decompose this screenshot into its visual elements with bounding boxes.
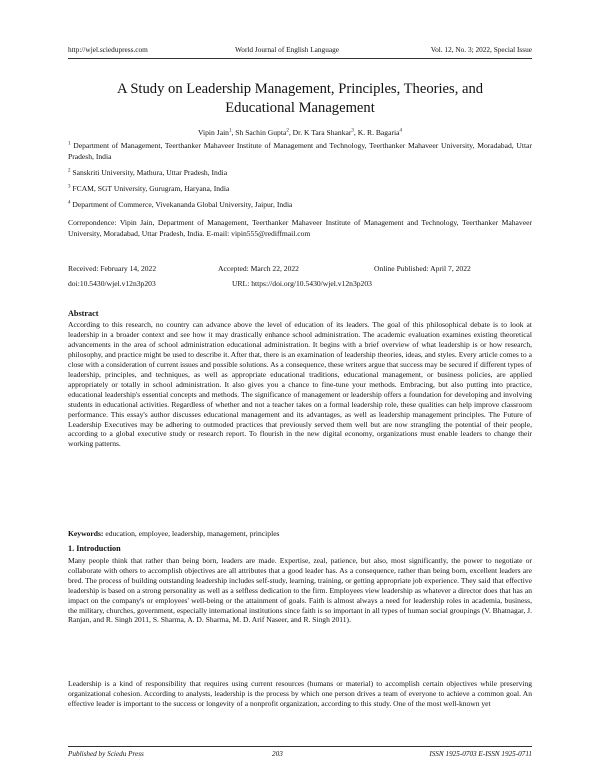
page-number: 203 [272, 750, 283, 758]
received-date: Received: February 14, 2022 [68, 264, 157, 273]
running-header [68, 45, 532, 57]
author-name: Sh Sachin Gupta [235, 128, 287, 137]
accepted-date: Accepted: March 22, 2022 [218, 264, 299, 273]
paragraph: Many people think that rather than being born, leaders are made. Expertise, zeal, patience, but also, most significantly, the power to negotiate or collaborate with others to accomplish objectives are all attributes that a good leader has. As a consequence, rather than being born, excellent leaders are bred. The process of building outstanding leadership includes self-study, learning, training, or getting appropriate job experience. They said that effective leadership is based on a strong personality as well as a selfless dedication to the firm. Employees view leadership as whatever a director does that has an impact on the company's or employees' well-being or the attainment of goals. Faith is almost always a need for leadership roles in academia, business, the military, churches, government, especially international institutions since faith is so important in all types of human social groupings (V. Bhatnagar, J. Ranjan, and R. Singh 2011, S. Sharma, A. D. Sharma, M. D. Arif Naseer, and R. Singh 2011). [68, 556, 532, 625]
author-name: Dr. K Tara Shankar [292, 128, 352, 137]
footer-rule [68, 746, 532, 747]
online-date: Online Published: April 7, 2022 [374, 264, 471, 273]
affiliation-sup: 3 [68, 184, 71, 190]
title-line-2: Educational Management [225, 100, 375, 116]
abstract-body: According to this research, no country can advance above the level of education of its leaders. The goal of this philosophical debate is to look at leadership in a broader context and see how it may drastically enhance school administration. The academic evaluation examines existing theoretical advancements in the area of school administration educational administration. It begins with a brief overview of what leadership is or how research, philosophy, and practice might be used to describe it. After that, there is an examination of leadership theories, ideas, and styles. Every article comes to a close with a consideration of current issues and possible solutions. As a consequence, these writers argue that success may be secured if different types of leadership, principles, and techniques, as well as appropriate educational traditions, educational management, or business policies, are applied appropriately or totally in school administration. It also gives you a chance to fine-tune your methods. Embracing, but also putting into practice, educational leadership's essential concepts and methods. The significance of management or leadership offers a foundation for developing and involving students in educational activities. Regardless of whether and not a teacher takes on a formal leadership role, these qualities can help improve classroom performance. This essay's author discusses educational management and its advantages, as well as leadership management principles. The Future of Leadership Executives may be adhering to outmoded practices that previously served them well but are now strangling the potential of their people, according to a global executive study or research report. To flourish in the new digital economy, organizations must enable leaders to change their working patterns. [68, 320, 532, 449]
author-sup: 1 [228, 128, 232, 134]
author-sup: 3 [351, 128, 354, 134]
header-rule [68, 58, 532, 59]
publisher: Published by Sciedu Press [68, 750, 144, 758]
affiliation-1 [68, 141, 532, 163]
affiliation-text: FCAM, SGT University, Gurugram, Haryana, India [72, 184, 230, 193]
paper-title [68, 80, 532, 118]
paragraph: Leadership is a kind of responsibility that requires using current resources (humans or material) to accomplish certain objectives while preserving organizational cohesion. According to analysts, leadership is the process by which one person drives a team of everyone to achieve a common goal. An effective leader is important to the success or longevity of a nonprofit organization, according to this study. One of the most well-known yet [68, 679, 532, 708]
running-footer [68, 750, 532, 760]
affiliation-2 [68, 168, 532, 179]
title-line-1: A Study on Leadership Management, Principles, Theories, and [116, 81, 484, 97]
doi-url[interactable]: URL: https://doi.org/10.5430/wjel.v12n3p203 [232, 279, 372, 288]
affiliation-3 [68, 184, 532, 195]
affiliation-sup: 1 [68, 141, 71, 147]
affiliation-text: Department of Management, Teerthanker Mahaveer Institute of Management and Technology, Teerthanker Mahaveer University, Moradabad, Uttar Pradesh, India [68, 141, 532, 161]
correspondence: Correpondence: Vipin Jain, Department of Management, Teerthanker Mahaveer Institute of Management and Technology, Teerthanker Mahaveer University, Moradabad, Uttar Pradesh, India. E-mail: vipin555@rediffmail.com [68, 218, 532, 238]
volume-info: Vol. 12, No. 3; 2022, Special Issue [430, 45, 532, 54]
journal-url[interactable]: http://wjel.sciedupress.com [68, 45, 148, 54]
affiliation-text: Sanskriti University, Mathura, Uttar Pradesh, India [72, 168, 228, 177]
affiliation-4 [68, 200, 532, 211]
affiliation-text: Department of Commerce, Vivekananda Global University, Jaipur, India [72, 200, 293, 209]
journal-name: World Journal of English Language [235, 45, 339, 54]
section-heading: 1. Introduction [68, 544, 121, 553]
author-sup: 4 [399, 128, 402, 134]
keywords-label: Keywords: [68, 529, 104, 538]
abstract-heading: Abstract [68, 309, 99, 318]
affiliation-sup: 4 [68, 200, 71, 206]
keywords-list: education, employee, leadership, management, principles [105, 529, 280, 538]
issn: ISSN 1925-0703 E-ISSN 1925-0711 [429, 750, 532, 758]
author-list: Vipin Jain$^1$, Sh Sachin Gupta$^2$, Dr. K Tara Shankar$^3$, K. R. Bagaria$^4$ [198, 128, 402, 137]
doi[interactable]: doi:10.5430/wjel.v12n3p203 [68, 279, 156, 288]
affiliation-sup: 2 [68, 168, 71, 174]
author-name: K. R. Bagaria [357, 128, 400, 137]
author-name: Vipin Jain [198, 128, 229, 137]
keywords [68, 529, 532, 538]
author-sup: 2 [286, 128, 289, 134]
